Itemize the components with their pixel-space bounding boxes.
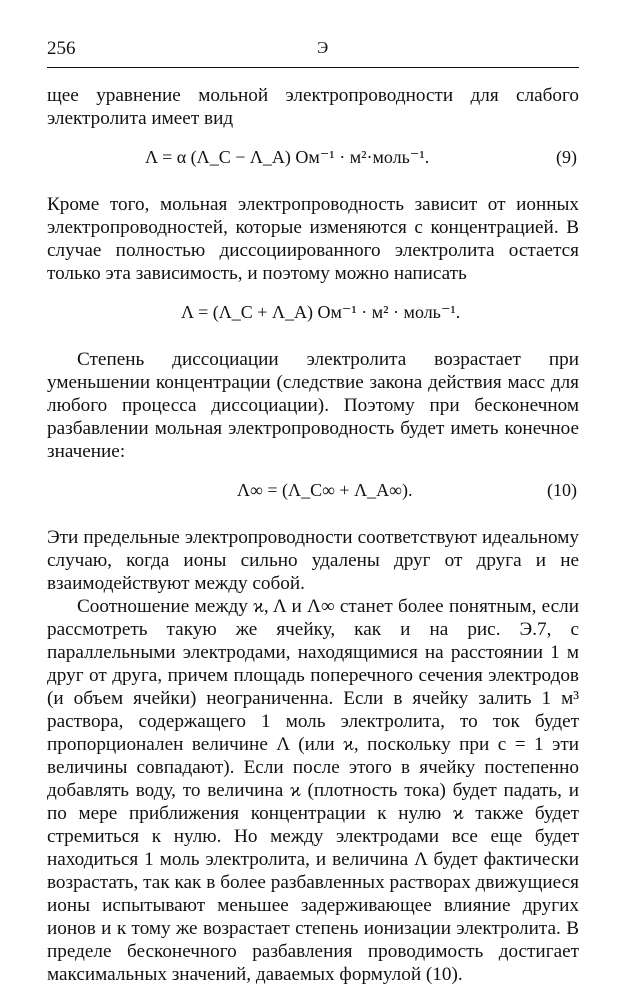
equation-9-formula: Λ = α (Λ_C − Λ_A) Ом⁻¹ · м²·моль⁻¹. [145,147,430,167]
page-header [47,38,579,64]
equation-unnumbered [47,301,579,324]
equation-10-number: (10) [547,480,577,500]
paragraph-3: Степень диссоциации электролита возрастает при уменьшении концентрации (следствие закона действия масс для любого процесса диссоциации). Поэтому при бесконечном разбавлении мольная электропроводность будет иметь конечное значение: [47,349,579,462]
equation-10-formula: Λ∞ = (Λ_C∞ + Λ_A∞). [237,480,413,500]
equation-10 [47,479,579,502]
paragraph-4: Эти предельные электропроводности соответствуют идеальному случаю, когда ионы сильно удалены друг от друга и не взаимодействуют между собой. [47,527,579,594]
running-head: Э [317,38,329,57]
paragraph-5: Соотношение между ϰ, Λ и Λ∞ станет более понятным, если рассмотреть такую же ячейку, как и на рис. Э.7, с параллельными электродами, находящимися на расстоянии 1 м друг от друга, причем площадь поперечного сечения электродов (и объем ячейки) неограниченна. Если в ячейку залить 1 м³ раствора, содержащего 1 моль электролита, то ток будет пропорционален величине Λ (или ϰ, поскольку при c = 1 эти величины совпадают). Если после этого в ячейку постепенно добавлять воду, то величина ϰ (плотность тока) будет падать, и по мере приближения концентрации к нулю ϰ также будет стремиться к нулю. Но между электродами все еще будет находиться 1 моль электролита, и величина Λ будет фактически возрастать, так как в более разбавленных растворах движущиеся ионы испытывают меньшее задерживающее влияние других ионов и к тому же возрастает степень ионизации электролита. В пределе бесконечного разбавления проводимость достигает максимальных значений, даваемых формулой (10). [47,596,579,985]
header-rule [47,67,579,68]
paragraph-2: Кроме того, мольная электропроводность зависит от ионных электропроводностей, которые изменяются с концентрацией. В случае полностью диссоциированного электролита остается только эта зависимость, и поэтому можно написать [47,194,579,284]
equation-unnumbered-formula: Λ = (Λ_C + Λ_A) Ом⁻¹ · м² · моль⁻¹. [181,302,461,322]
paragraph-1: щее уравнение мольной электропроводности для слабого электролита имеет вид [47,85,579,129]
equation-9-number: (9) [556,147,577,167]
page-number: 256 [47,38,76,59]
page-body [47,84,579,986]
equation-9 [47,146,579,169]
